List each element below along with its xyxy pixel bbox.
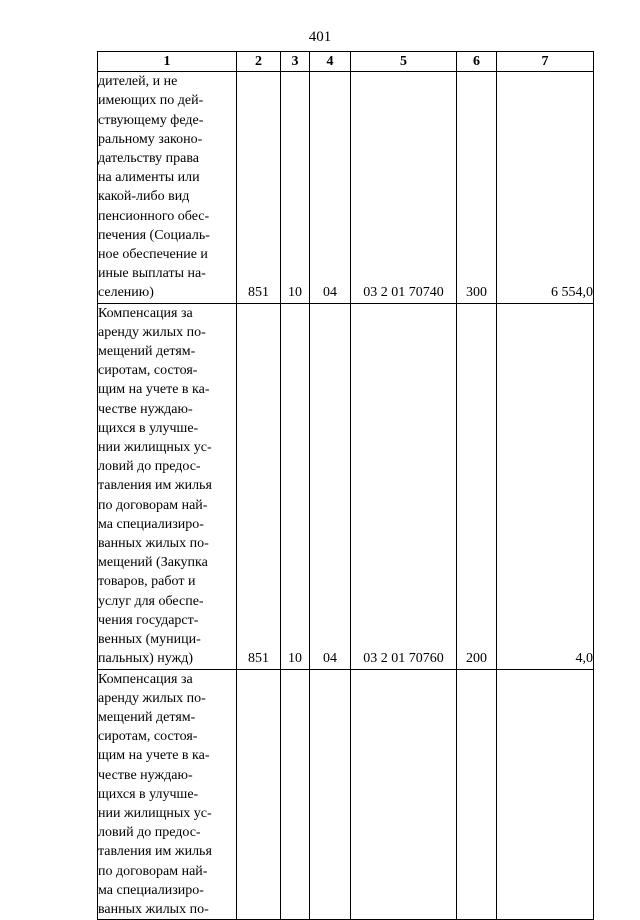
description-line: мещений (Закупка <box>98 555 208 571</box>
description-line: ма специализиро- <box>98 882 204 898</box>
description-line: венных (муници- <box>98 632 201 648</box>
table-row <box>98 72 594 303</box>
description-line: имеющих по дей- <box>98 93 204 109</box>
description-line: на алименты или <box>98 170 200 186</box>
description-line: ванных жилых по- <box>98 901 209 917</box>
header-row <box>98 52 594 72</box>
amount-cell: 4,0 <box>497 303 594 669</box>
header-cell-3: 3 <box>281 52 310 72</box>
description-line: аренду жилых по- <box>98 324 206 340</box>
table-row <box>98 303 594 669</box>
expense-type-cell <box>457 669 497 920</box>
description-line: щим на учете в ка- <box>98 382 210 398</box>
description-line: щихся в улучше- <box>98 420 199 436</box>
description-line: товаров, работ и <box>98 574 196 590</box>
description-line: по договорам най- <box>98 863 208 879</box>
target-article-cell <box>351 669 457 920</box>
description-line: тавления им жилья <box>98 844 212 860</box>
description-cell <box>98 303 237 669</box>
section-code-cell: 10 <box>281 72 310 303</box>
subsection-code-cell <box>310 669 351 920</box>
subsection-code-cell: 04 <box>310 72 351 303</box>
description-line: сиротам, состоя- <box>98 363 198 379</box>
description-line: мещений детям- <box>98 344 196 360</box>
description-line: ловий до предос- <box>98 825 201 841</box>
target-article-cell: 03 2 01 70740 <box>351 72 457 303</box>
description-line: честве нуждаю- <box>98 401 193 417</box>
target-article-cell: 03 2 01 70760 <box>351 303 457 669</box>
table-row <box>98 669 594 920</box>
ministry-code-cell: 851 <box>237 303 281 669</box>
amount-cell: 6 554,0 <box>497 72 594 303</box>
description-line: ное обеспечение и <box>98 247 208 263</box>
description-line: печения (Социаль- <box>98 227 210 243</box>
description-line: чения государст- <box>98 612 199 628</box>
subsection-code-cell: 04 <box>310 303 351 669</box>
description-line: ма специализиро- <box>98 516 204 532</box>
expense-type-cell: 200 <box>457 303 497 669</box>
header-cell-5: 5 <box>351 52 457 72</box>
description-line: дителей, и не <box>98 74 178 90</box>
header-cell-1: 1 <box>98 52 237 72</box>
description-line: сиротам, состоя- <box>98 729 198 745</box>
ministry-code-cell <box>237 669 281 920</box>
description-line: ральному законо- <box>98 131 203 147</box>
header-cell-4: 4 <box>310 52 351 72</box>
description-line: дательству права <box>98 151 199 167</box>
budget-table <box>97 51 594 920</box>
description-line: щихся в улучше- <box>98 786 199 802</box>
description-line: иные выплаты на- <box>98 266 206 282</box>
description-line: селению) <box>98 285 154 301</box>
description-cell <box>98 72 237 303</box>
description-line: пальных) нужд) <box>98 651 194 667</box>
description-line: мещений детям- <box>98 709 196 725</box>
description-line: ванных жилых по- <box>98 536 209 552</box>
description-line: нии жилищных ус- <box>98 440 212 456</box>
header-cell-7: 7 <box>497 52 594 72</box>
description-line: по договорам най- <box>98 497 208 513</box>
description-line: ловий до предос- <box>98 459 201 475</box>
page-number: 401 <box>308 29 332 45</box>
section-code-cell <box>281 669 310 920</box>
section-code-cell: 10 <box>281 303 310 669</box>
description-line: Компенсация за <box>98 671 193 687</box>
table-body <box>98 72 594 920</box>
amount-cell <box>497 669 594 920</box>
description-line: ствующему феде- <box>98 112 204 128</box>
description-line: какой-либо вид <box>98 189 190 205</box>
table-header <box>98 52 594 72</box>
description-line: услуг для обеспе- <box>98 593 204 609</box>
description-line: Компенсация за <box>98 305 193 321</box>
description-line: аренду жилых по- <box>98 690 206 706</box>
description-line: нии жилищных ус- <box>98 805 212 821</box>
description-line: щим на учете в ка- <box>98 748 210 764</box>
description-cell <box>98 669 237 920</box>
expense-type-cell: 300 <box>457 72 497 303</box>
header-cell-2: 2 <box>237 52 281 72</box>
ministry-code-cell: 851 <box>237 72 281 303</box>
description-line: тавления им жилья <box>98 478 212 494</box>
header-cell-6: 6 <box>457 52 497 72</box>
description-line: честве нуждаю- <box>98 767 193 783</box>
description-line: пенсионного обес- <box>98 208 210 224</box>
